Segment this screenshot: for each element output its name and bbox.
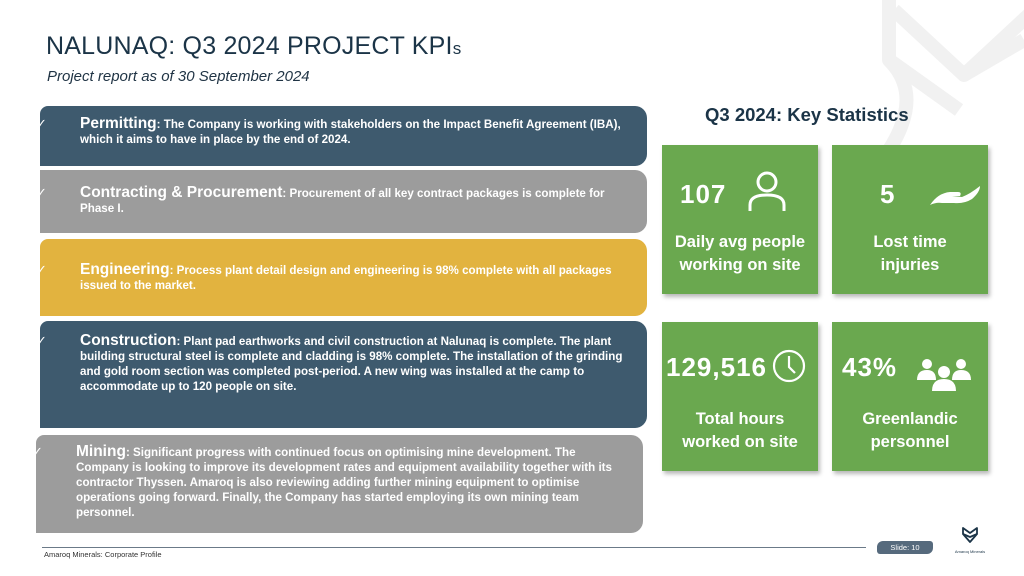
footer-company: Amaroq Minerals: Corporate Profile xyxy=(44,550,162,559)
kpi-text: : Process plant detail design and engineering is 98% complete with all packages issued to the market. xyxy=(80,264,612,292)
stat-tile-total-hours xyxy=(662,322,818,471)
stat-label-line1: Total hours xyxy=(695,410,785,428)
stat-label xyxy=(662,231,818,277)
slide-number-badge: Slide: 10 xyxy=(877,541,933,554)
fox-watermark-icon xyxy=(834,0,1024,150)
stat-label-line1: Greenlandic xyxy=(862,410,958,428)
check-icon: ✓ xyxy=(36,333,47,348)
kpi-engineering xyxy=(36,239,647,316)
stat-tile-daily-people xyxy=(662,145,818,294)
footer-divider xyxy=(42,547,866,548)
stat-label xyxy=(832,408,988,454)
stat-tile-lost-time-injuries xyxy=(832,145,988,294)
kpi-construction xyxy=(36,321,647,428)
check-icon: ✓ xyxy=(36,185,47,200)
kpi-permitting xyxy=(36,106,647,166)
kpi-heading: Construction xyxy=(80,332,177,349)
kpi-text: : Procurement of all key contract packages is complete for Phase I. xyxy=(80,187,605,215)
kpi-heading: Permitting xyxy=(80,115,157,132)
check-icon: ✓ xyxy=(32,444,43,459)
kpi-text: : The Company is working with stakeholders on the Impact Benefit Agreement (IBA), which it aims to have in place by the end of 2024. xyxy=(80,118,621,146)
stat-value: 43% xyxy=(842,352,898,382)
page-title xyxy=(46,32,461,61)
stat-label-line1: Daily avg people xyxy=(674,233,806,251)
kpi-text: : Plant pad earthworks and civil construction at Nalunaq is complete. The plant building structural steel is complete and cladding is 98% complete. The installation of the grinding and gold room section was completed post-period. A new wing was installed at the camp to accommodate up to 120 people on site. xyxy=(80,335,623,393)
check-icon: ✓ xyxy=(36,262,47,277)
kpi-mining xyxy=(32,435,643,533)
stats-title: Q3 2024: Key Statistics xyxy=(705,104,909,125)
logo-text: Amaroq Minerals xyxy=(954,549,986,554)
stat-value: 5 xyxy=(880,179,896,209)
page-subtitle: Project report as of 30 September 2024 xyxy=(47,68,310,85)
stat-label-line2: personnel xyxy=(870,433,950,451)
stat-tile-greenlandic-personnel xyxy=(832,322,988,471)
title-main: NALUNAQ: Q3 2024 PROJECT KPI xyxy=(46,32,453,60)
company-logo xyxy=(952,527,988,555)
kpi-heading: Mining xyxy=(76,443,126,460)
stat-label xyxy=(662,408,818,454)
kpi-heading: Contracting & Procurement xyxy=(80,184,283,201)
check-icon: ✓ xyxy=(36,116,47,131)
group-icon xyxy=(916,358,972,392)
stat-label-line1: Lost time xyxy=(873,233,947,251)
stat-label-line2: injuries xyxy=(880,256,940,274)
person-icon xyxy=(746,169,788,213)
hand-icon xyxy=(928,183,982,207)
stat-label-line2: working on site xyxy=(679,256,801,274)
stat-label xyxy=(832,231,988,277)
stat-label-line2: worked on site xyxy=(682,433,798,451)
clock-icon xyxy=(772,349,806,383)
kpi-text: : Significant progress with continued focus on optimising mine development. The Company is looking to improve its development rates and equipment availability together with its contractor Thyssen. Amaroq is also reviewing adding further mining equipment to optimise operations going forward. Finally, the Company has started employing its own mining team personnel. xyxy=(76,446,612,519)
stat-value: 129,516 xyxy=(666,352,767,382)
kpi-heading: Engineering xyxy=(80,261,170,278)
stat-value: 107 xyxy=(680,179,727,209)
title-suffix: s xyxy=(452,39,462,58)
kpi-contracting xyxy=(36,170,647,233)
fox-logo-icon xyxy=(961,527,979,543)
